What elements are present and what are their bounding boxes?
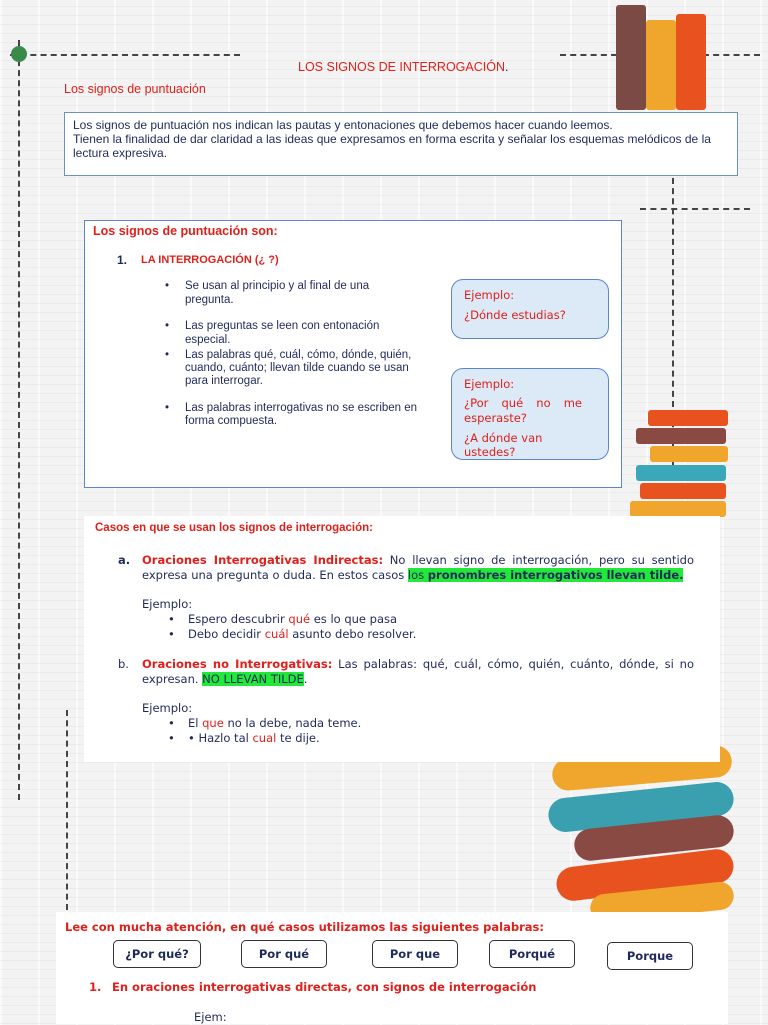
signos-heading: Los signos de puntuación son:	[93, 224, 278, 238]
word-button-por-que-accent[interactable]: Por qué	[241, 940, 327, 968]
intro-box	[64, 112, 738, 176]
activity-heading: Lee con mucha atención, en qué casos utilizamos las siguientes palabras:	[65, 920, 544, 934]
signos-bullet-list-1	[163, 279, 403, 347]
title-suffix: .	[504, 60, 509, 74]
caso-a-example: • Espero descubrir qué es lo que pasa	[166, 612, 416, 627]
caso-a-letter: a.	[118, 553, 131, 567]
caso-a-highlight-2: pronombres interrogativos llevan tilde.	[427, 568, 684, 582]
decorative-dash-left-lower	[66, 710, 68, 910]
caso-b-paragraph: Oraciones no Interrogativas: Las palabras: qué, cuál, cómo, quién, cuánto, dónde, si no expresan. NO LLEVAN TILDE.	[142, 657, 694, 686]
example-text: ¿Por qué no me esperaste?	[464, 396, 582, 425]
word-button-por-que-question[interactable]: ¿Por qué?	[113, 940, 201, 968]
example-text: ¿Dónde estudias?	[464, 308, 566, 322]
book-illustration-top	[646, 20, 676, 110]
casos-heading: Casos en que se usan los signos de interrogación:	[95, 522, 373, 534]
book-illustration-top	[616, 5, 646, 110]
signos-bullet: • Las preguntas se leen con entonación especial.	[163, 319, 403, 347]
book-illustration-stack	[650, 446, 728, 462]
word-button-porque[interactable]: Porque	[607, 942, 693, 970]
activity-section	[56, 912, 728, 1024]
caso-b-example-label: Ejemplo:	[142, 701, 193, 715]
casos-box	[84, 516, 720, 762]
example-box-2	[451, 368, 609, 460]
caso-a-example: • Debo decidir cuál asunto debo resolver.	[166, 627, 416, 642]
signos-item-number: 1.	[117, 253, 128, 267]
caso-b-letter: b.	[118, 657, 129, 671]
example-label: Ejemplo:	[464, 288, 515, 302]
book-illustration-top	[676, 14, 706, 110]
word-button-por-que[interactable]: Por que	[372, 940, 458, 968]
pin-icon	[11, 46, 27, 62]
caso-b-title: Oraciones no Interrogativas:	[142, 657, 333, 671]
activity-example-label: Ejem:	[194, 1010, 227, 1024]
caso-a-example-list	[166, 612, 416, 642]
book-illustration-stack	[630, 501, 726, 517]
example-label: Ejemplo:	[464, 377, 515, 391]
signos-bullet: • Se usan al principio y al final de una pregunta.	[163, 279, 403, 307]
caso-b-highlight: NO LLEVAN TILDE	[202, 672, 304, 686]
caso-a-text: No llevan signo de interrogación, pero su sentido expresa una pregunta o duda. En estos casos	[142, 553, 694, 582]
activity-item-text: En oraciones interrogativas directas, con signos de interrogación	[112, 980, 537, 994]
caso-b-example: • • Hazlo tal cual te dije.	[166, 731, 361, 746]
decorative-dash-top	[10, 54, 240, 56]
example-text: ¿A dónde van ustedes?	[464, 431, 543, 459]
signos-item-label: LA INTERROGACIÓN (¿ ?)	[141, 254, 279, 266]
caso-b-example-list	[166, 716, 361, 746]
signos-bullet-list-2	[163, 349, 423, 428]
activity-item-number: 1.	[89, 980, 102, 994]
caso-a-example-label: Ejemplo:	[142, 597, 193, 611]
page-subtitle: Los signos de puntuación	[64, 82, 206, 96]
page-title: LOS SIGNOS DE INTERROGACIÓN.	[298, 60, 509, 74]
caso-a-highlight-1: los	[407, 568, 428, 582]
intro-line-1: Los signos de puntuación nos indican las pautas y entonaciones que debemos hacer cuando leemos.	[73, 118, 613, 132]
word-button-porque-accent[interactable]: Porqué	[489, 940, 575, 968]
caso-b-text: Las palabras: qué, cuál, cómo, quién, cuánto, dónde, si no expresan.	[142, 657, 694, 686]
caso-a-paragraph	[142, 553, 694, 583]
book-illustration-stack	[636, 428, 726, 444]
signos-bullet: • Las palabras qué, cuál, cómo, dónde, quién, cuando, cuánto; llevan tilde cuando se usan para interrogar.	[163, 349, 423, 388]
book-illustration-stack	[648, 410, 728, 426]
book-illustration-stack	[636, 465, 726, 481]
signos-bullet: • Las palabras interrogativas no se escriben en forma compuesta.	[163, 402, 423, 428]
book-illustration-stack	[640, 483, 726, 499]
example-box-1	[451, 279, 609, 339]
intro-line-2: Tienen la finalidad de dar claridad a las ideas que expresamos en forma escrita y señalar los esquemas melódicos de la lectura expresiva.	[73, 132, 711, 160]
decorative-dash-left	[18, 40, 20, 800]
caso-a-title: Oraciones Interrogativas Indirectas:	[142, 553, 384, 567]
decorative-dash-mid	[640, 208, 750, 210]
caso-b-example: • El que no la debe, nada teme.	[166, 716, 361, 731]
